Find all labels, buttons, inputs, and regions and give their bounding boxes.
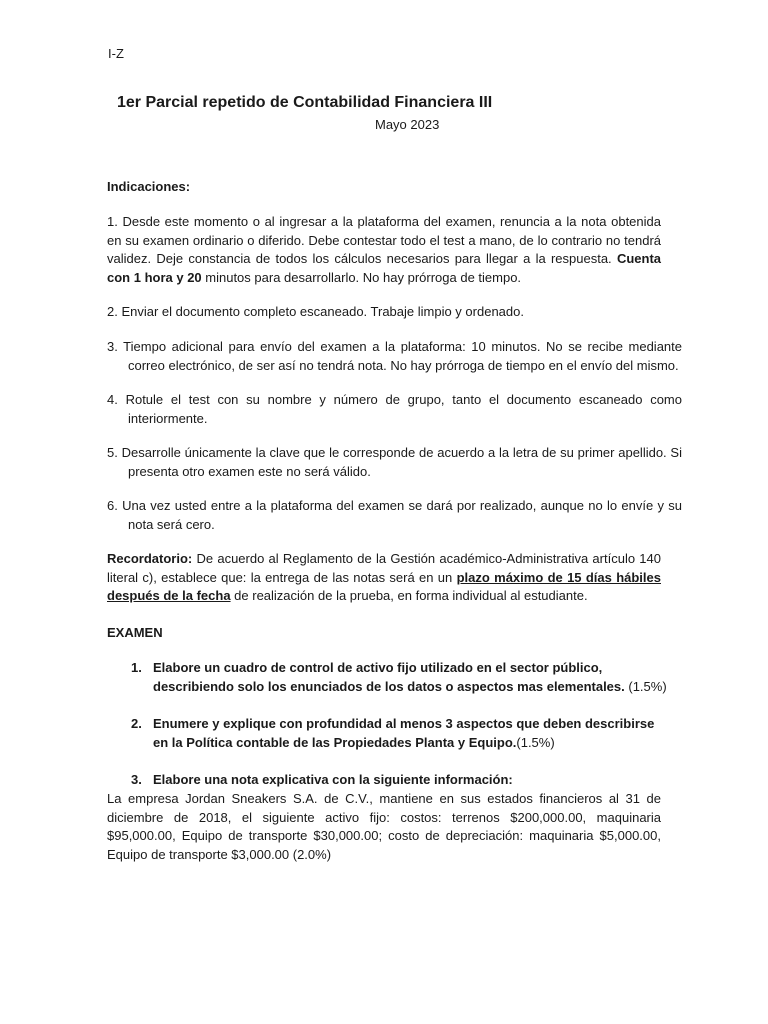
document-code: I-Z bbox=[108, 46, 124, 61]
question-1-number: 1. bbox=[131, 660, 142, 675]
question-2 bbox=[131, 715, 671, 752]
question-1-points: (1.5%) bbox=[624, 678, 667, 694]
recordatorio-label: Recordatorio: bbox=[107, 551, 193, 566]
question-3 bbox=[131, 771, 671, 790]
question-3-body: La empresa Jordan Sneakers S.A. de C.V., mantiene en sus estados financieros al 31 de diciembre de 2018, el siguiente activo fijo: costos: terrenos $200,000.00, maquinaria $95,000.00, Equipo de transporte $30,000.00; costo de depreciación: maquinaria $5,000.00, Equipo de transporte $3,000.00 (2.0%) bbox=[107, 791, 661, 862]
indicacion-item-5: 5. Desarrolle únicamente la clave que le corresponde de acuerdo a la letra de su primer apellido. Si presenta otro examen este no será válido. bbox=[107, 445, 682, 479]
document-title: 1er Parcial repetido de Contabilidad Financiera III bbox=[117, 94, 493, 111]
recordatorio-text-b: de realización de la prueba, en forma individual al estudiante. bbox=[230, 588, 588, 603]
question-3-text: Elabore una nota explicativa con la siguiente información: bbox=[153, 772, 513, 787]
question-2-number: 2. bbox=[131, 716, 142, 731]
indicacion-item-6: 6. Una vez usted entre a la plataforma del examen se dará por realizado, aunque no lo envíe y su nota será cero. bbox=[107, 498, 682, 532]
question-3-number: 3. bbox=[131, 772, 142, 787]
indicacion-item-2: 2. Enviar el documento completo escaneado. Trabaje limpio y ordenado. bbox=[107, 304, 524, 319]
recordatorio-deadline: plazo máximo de 15 días hábiles después de la fecha bbox=[107, 569, 661, 603]
examen-heading: EXAMEN bbox=[107, 625, 163, 640]
recordatorio-text-a: De acuerdo al Reglamento de la Gestión académico-Administrativa artículo 140 literal c), establece que: la entrega de las notas será en un bbox=[107, 551, 661, 585]
indicacion-1-bold: Cuenta con 1 hora y 20 bbox=[107, 251, 661, 285]
indicaciones-heading: Indicaciones: bbox=[107, 179, 191, 194]
indicacion-item-1 bbox=[107, 213, 661, 287]
recordatorio-paragraph bbox=[107, 550, 661, 606]
question-2-text: Enumere y explique con profundidad al menos 3 aspectos que deben describirse en la Política contable de las Propiedades Planta y Equipo. bbox=[153, 716, 655, 750]
question-1 bbox=[131, 659, 671, 696]
question-1-text: Elabore un cuadro de control de activo fijo utilizado en el sector público, describiendo solo los enunciados de los datos o aspectos mas elementales. bbox=[153, 660, 625, 694]
question-2-points: (1.5%) bbox=[516, 734, 555, 750]
indicacion-item-3: 3. Tiempo adicional para envío del examen a la plataforma: 10 minutos. No se recibe mediante correo electrónico, de ser así no tendrá nota. No hay prórroga de tiempo en el envío del mismo. bbox=[107, 339, 682, 373]
indicacion-item-4: 4. Rotule el test con su nombre y número de grupo, tanto el documento escaneado como interiormente. bbox=[107, 392, 682, 426]
indicacion-1-text-b: . Debe contestar todo el test a mano, de lo contrario no tendrá validez. Deje constancia de todos los cálculos necesarios para llegar a la respuesta. bbox=[107, 232, 662, 266]
indicacion-1-text-c: minutos para desarrollarlo. No hay prórroga de tiempo. bbox=[201, 269, 522, 285]
document-date: Mayo 2023 bbox=[375, 117, 440, 132]
indicacion-1-text-a: 1. Desde este momento o al ingresar a la plataforma del examen, renuncia a la nota obtenida en su examen ordinario o diferido bbox=[107, 214, 661, 248]
